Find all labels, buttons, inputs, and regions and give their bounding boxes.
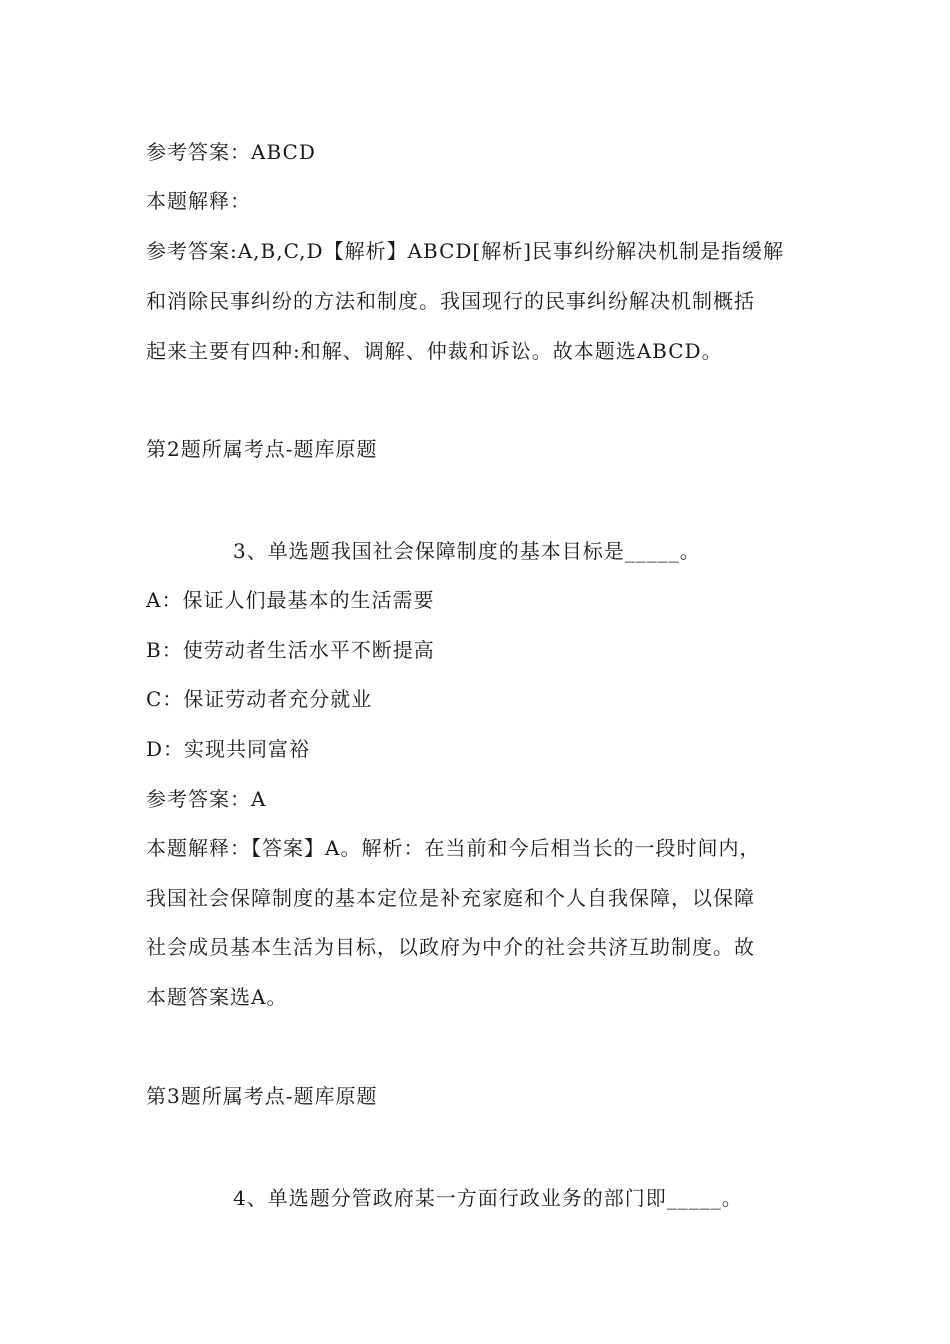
question-3-stem: 3、单选题我国社会保障制度的基本目标是_____。 [233,539,701,563]
explain-line-q3-2: 我国社会保障制度的基本定位是补充家庭和个人自我保障，以保障 [146,886,755,910]
answer-line-q3: 参考答案：A [146,787,267,811]
explain-label-q2: 本题解释： [146,189,251,213]
explain-line-q3-1: 本题解释：【答案】A。解析：在当前和今后相当长的一段时间内， [146,836,761,860]
question-3-option-a: A：保证人们最基本的生活需要 [146,588,435,612]
question-3-option-b: B：使劳动者生活水平不断提高 [146,638,435,662]
question-3-option-c: C：保证劳动者充分就业 [146,687,373,711]
topic-line-q2: 第2题所属考点-题库原题 [146,437,378,461]
answer-line-q2: 参考答案：ABCD [146,140,316,164]
explain-line-q2-2: 和消除民事纠纷的方法和制度。我国现行的民事纠纷解决机制概括 [146,289,755,313]
explain-line-q3-3: 社会成员基本生活为目标，以政府为中介的社会共济互助制度。故 [146,935,755,959]
question-4-stem: 4、单选题分管政府某一方面行政业务的部门即_____。 [233,1186,743,1210]
topic-line-q3: 第3题所属考点-题库原题 [146,1084,378,1108]
explain-line-q2-1: 参考答案:A,B,C,D【解析】ABCD[解析]民事纠纷解决机制是指缓解 [146,239,785,263]
explain-line-q2-3: 起来主要有四种:和解、调解、仲裁和诉讼。故本题选ABCD。 [146,339,723,363]
question-3-option-d: D：实现共同富裕 [146,737,311,761]
explain-line-q3-4: 本题答案选A。 [146,985,288,1009]
